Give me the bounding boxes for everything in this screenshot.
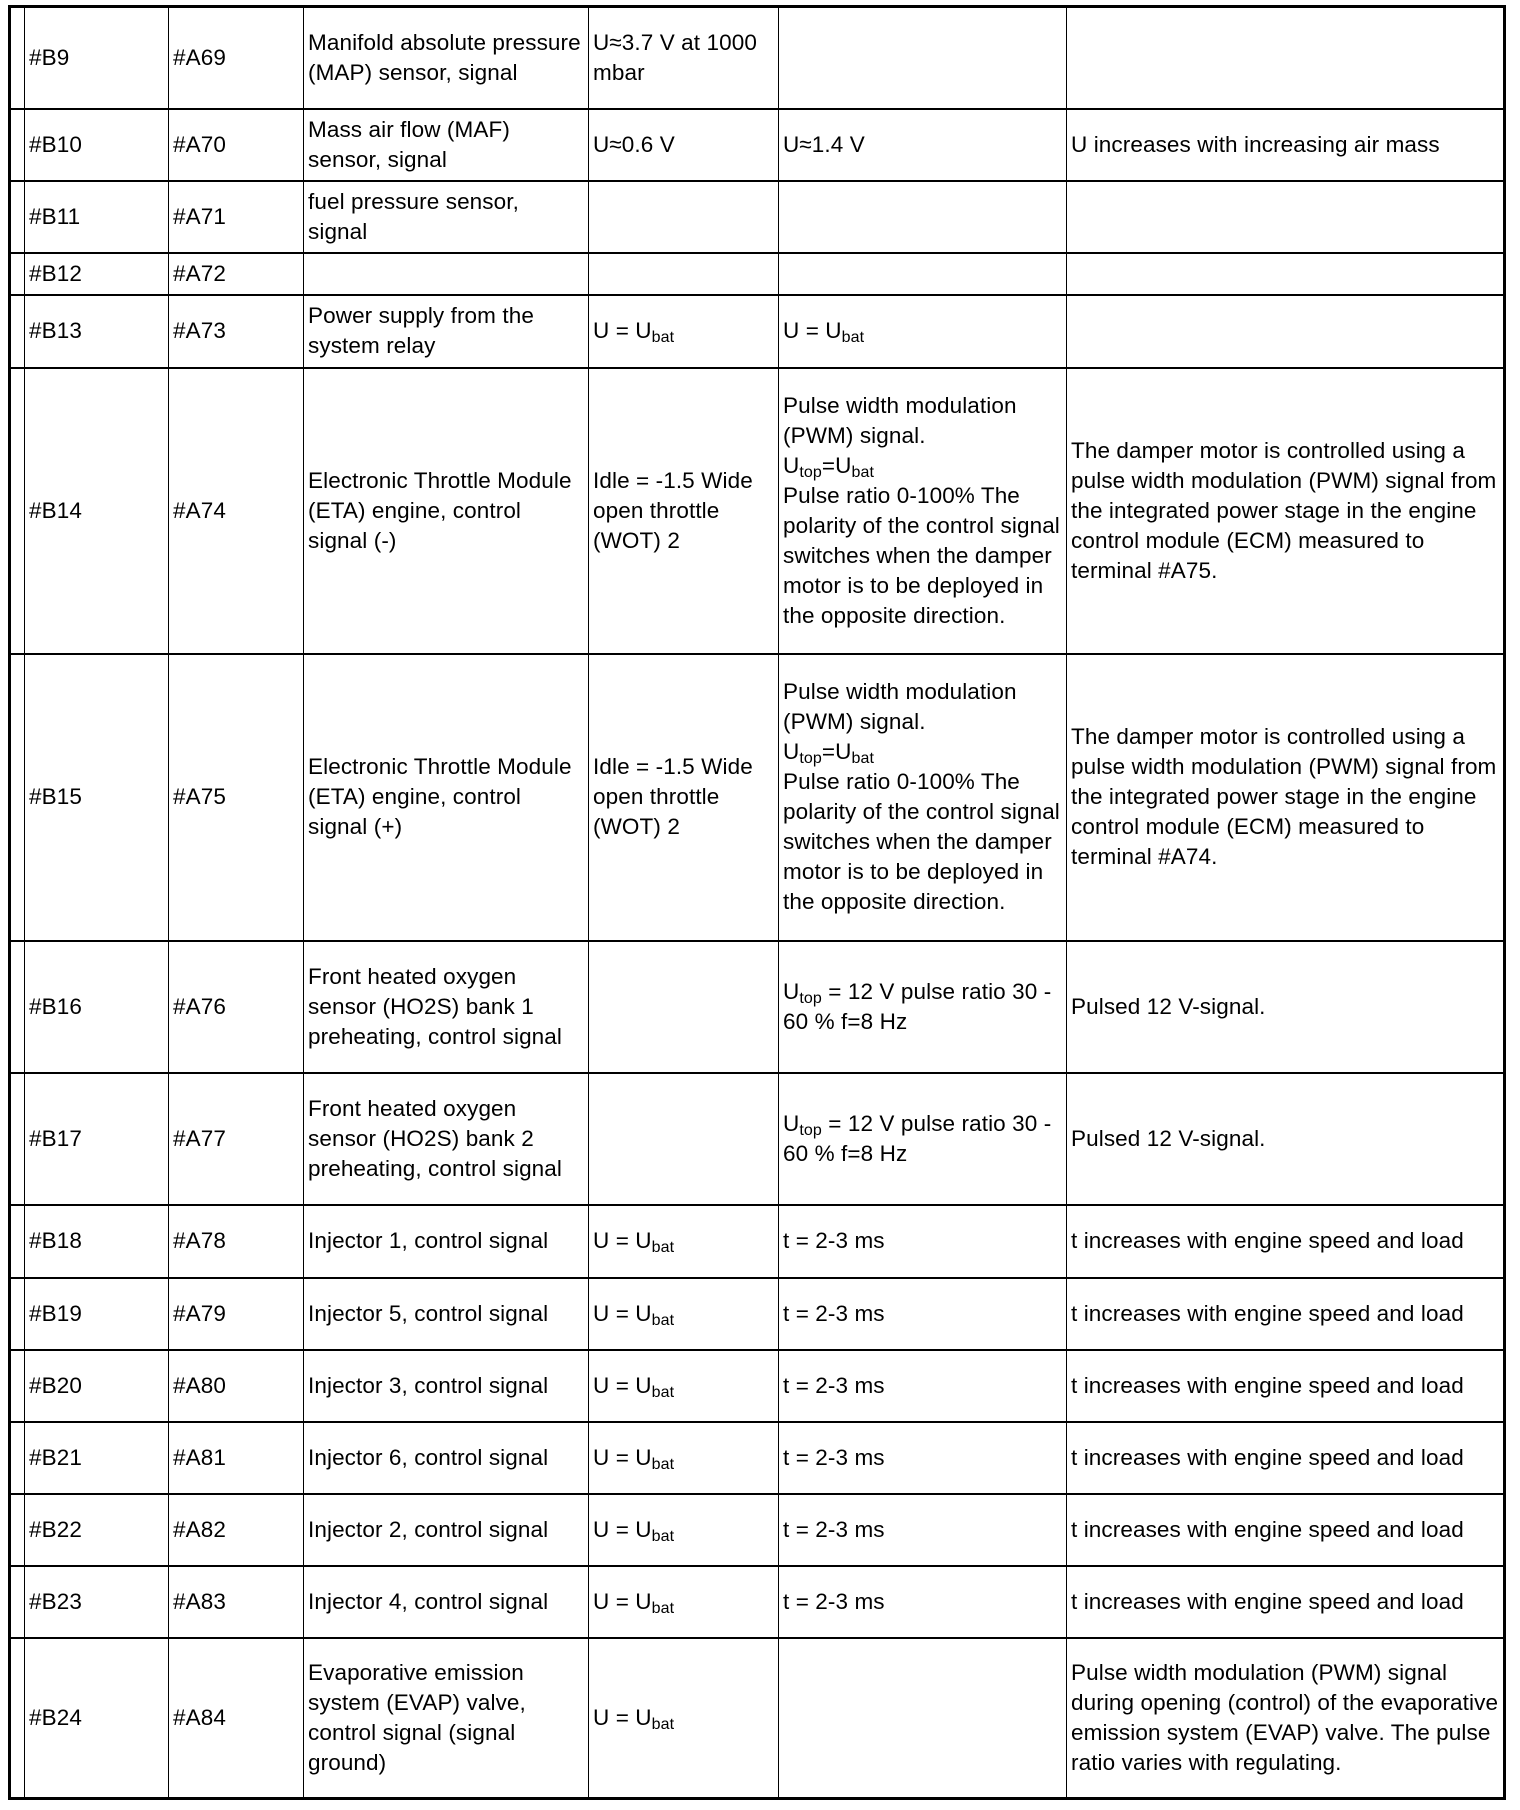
- value-text: #A82: [173, 1516, 226, 1542]
- pin-b: [25, 368, 169, 654]
- value-text: Injector 2, control signal: [308, 1516, 549, 1542]
- value-2: [779, 7, 1067, 109]
- value-2: [779, 295, 1067, 368]
- subscript: bat: [651, 1311, 675, 1329]
- value-text: U≈3.7 V at 1000 mbar: [593, 29, 757, 85]
- description: [304, 1278, 589, 1350]
- table-row: [10, 1278, 1505, 1350]
- note: [1067, 1566, 1505, 1638]
- value-1: [589, 941, 779, 1073]
- value-1: [589, 1422, 779, 1494]
- pin-b: [25, 253, 169, 295]
- note: [1067, 368, 1505, 654]
- value-text: #B19: [29, 1300, 82, 1326]
- value-text: #A84: [173, 1704, 226, 1730]
- value-text: #B22: [29, 1516, 82, 1542]
- row-margin: [10, 7, 25, 109]
- note: [1067, 1422, 1505, 1494]
- subscript: bat: [651, 1527, 675, 1545]
- pin-b: [25, 1073, 169, 1205]
- note: [1067, 941, 1505, 1073]
- subscript: bat: [651, 1599, 675, 1617]
- value-text: t increases with engine speed and load: [1071, 1444, 1464, 1470]
- table-row: [10, 1205, 1505, 1278]
- value-1: [589, 1278, 779, 1350]
- value-text: #B14: [29, 497, 82, 523]
- value-text: Idle = -1.5 Wide open throttle (WOT) 2: [593, 754, 753, 839]
- note: [1067, 1073, 1505, 1205]
- value-text: Evaporative emission system (EVAP) valve, control signal (signal ground): [308, 1659, 526, 1775]
- pwm-heading: Pulse width modulation (PWM) signal.: [783, 392, 1017, 448]
- value-text: t increases with engine speed and load: [1071, 1228, 1464, 1253]
- value-text: #A70: [173, 131, 226, 157]
- subscript: bat: [651, 1239, 675, 1256]
- pin-a: [169, 1073, 304, 1205]
- value-text: #B16: [29, 993, 82, 1019]
- value-2: [779, 109, 1067, 181]
- pin-a: [169, 1422, 304, 1494]
- value-text: #B12: [29, 260, 82, 286]
- value-2: [779, 1278, 1067, 1350]
- pin-a: [169, 7, 304, 109]
- pin-table: [8, 5, 1506, 1800]
- table-row: [10, 1494, 1505, 1566]
- value-text: The damper motor is controlled using a pulse width modulation (PWM) signal from the integrated power stage in the engine control module (ECM) measured to terminal #A75.: [1071, 437, 1497, 583]
- note: [1067, 253, 1505, 295]
- table-row: [10, 109, 1505, 181]
- value-2: [779, 1566, 1067, 1638]
- pin-b: [25, 109, 169, 181]
- value-text: #A69: [173, 44, 226, 70]
- pin-a: [169, 253, 304, 295]
- value-1: [589, 1350, 779, 1422]
- value-text: #A77: [173, 1125, 226, 1151]
- row-margin: [10, 1205, 25, 1278]
- value-text: Mass air flow (MAF) sensor, signal: [308, 116, 510, 172]
- value-2: [779, 1073, 1067, 1205]
- table-row: [10, 7, 1505, 109]
- value-text: t = 2-3 ms: [783, 1588, 885, 1614]
- pin-b: [25, 1494, 169, 1566]
- description: [304, 1073, 589, 1205]
- description: [304, 1494, 589, 1566]
- table-row: [10, 295, 1505, 368]
- value-text: #B20: [29, 1372, 82, 1398]
- description: [304, 1638, 589, 1799]
- table-row: [10, 1350, 1505, 1422]
- subscript: top: [799, 463, 822, 481]
- value-1: [589, 295, 779, 368]
- description: [304, 654, 589, 941]
- value-text: U = U: [593, 1444, 652, 1470]
- value-text: Injector 1, control signal: [308, 1228, 549, 1253]
- row-margin: [10, 654, 25, 941]
- pwm-heading: Pulse width modulation (PWM) signal.: [783, 679, 1017, 734]
- row-margin: [10, 1638, 25, 1799]
- value-text: #B21: [29, 1444, 82, 1470]
- value-text: U = U: [593, 1516, 652, 1542]
- note: [1067, 1205, 1505, 1278]
- pin-a: [169, 181, 304, 253]
- value-2: [779, 181, 1067, 253]
- value-text: = 12 V pulse ratio 30 - 60 % f=8 Hz: [783, 978, 1052, 1034]
- u-symbol: U: [783, 739, 800, 764]
- value-text: fuel pressure sensor, signal: [308, 188, 519, 244]
- value-text: Injector 4, control signal: [308, 1588, 549, 1614]
- value-1: [589, 654, 779, 941]
- value-prefix: U: [783, 1110, 800, 1136]
- value-2: [779, 1494, 1067, 1566]
- value-text: Front heated oxygen sensor (HO2S) bank 2 preheating, control signal: [308, 1095, 563, 1181]
- row-margin: [10, 941, 25, 1073]
- value-text: #B18: [29, 1228, 82, 1253]
- note: [1067, 295, 1505, 368]
- u-equals: =U: [821, 739, 852, 764]
- table-row: [10, 941, 1505, 1073]
- subscript: bat: [651, 1455, 675, 1473]
- note: [1067, 181, 1505, 253]
- subscript: bat: [851, 463, 875, 481]
- value-text: U≈0.6 V: [593, 131, 675, 157]
- description: [304, 295, 589, 368]
- table-row: [10, 654, 1505, 941]
- value-text: #A80: [173, 1372, 226, 1398]
- value-1: [589, 1494, 779, 1566]
- value-1: [589, 7, 779, 109]
- row-margin: [10, 1073, 25, 1205]
- pwm-details: Pulse ratio 0-100% The polarity of the control signal switches when the damper motor is to be deployed in the opposite direction.: [783, 482, 1060, 628]
- value-text: = 12 V pulse ratio 30 - 60 % f=8 Hz: [783, 1110, 1052, 1166]
- value-2: [779, 1350, 1067, 1422]
- row-margin: [10, 368, 25, 654]
- description: [304, 109, 589, 181]
- value-prefix: U: [783, 978, 800, 1004]
- value-text: t = 2-3 ms: [783, 1372, 885, 1398]
- note: [1067, 1350, 1505, 1422]
- value-text: #B17: [29, 1125, 82, 1151]
- table-row: [10, 181, 1505, 253]
- value-text: Electronic Throttle Module (ETA) engine, control signal (-): [308, 467, 572, 553]
- description: [304, 253, 589, 295]
- value-2: [779, 253, 1067, 295]
- value-text: t = 2-3 ms: [783, 1300, 885, 1326]
- table-row: [10, 368, 1505, 654]
- u-symbol: U: [783, 452, 800, 478]
- table-row: [10, 1638, 1505, 1799]
- pin-a: [169, 1205, 304, 1278]
- value-2: [779, 368, 1067, 654]
- value-text: t increases with engine speed and load: [1071, 1372, 1464, 1398]
- value-text: U = U: [593, 1588, 652, 1614]
- value-text: t increases with engine speed and load: [1071, 1588, 1464, 1614]
- pin-a: [169, 295, 304, 368]
- value-text: #A73: [173, 318, 226, 343]
- row-margin: [10, 1350, 25, 1422]
- description: [304, 941, 589, 1073]
- pin-b: [25, 1205, 169, 1278]
- pin-b: [25, 295, 169, 368]
- value-text: U = U: [593, 1704, 652, 1730]
- value-1: [589, 1638, 779, 1799]
- value-text: #A71: [173, 203, 226, 229]
- value-text: #A78: [173, 1228, 226, 1253]
- value-text: U = U: [783, 318, 842, 343]
- value-1: [589, 109, 779, 181]
- value-text: Idle = -1.5 Wide open throttle (WOT) 2: [593, 467, 753, 553]
- value-text: Electronic Throttle Module (ETA) engine, control signal (+): [308, 754, 572, 839]
- value-text: t = 2-3 ms: [783, 1444, 885, 1470]
- pin-a: [169, 1278, 304, 1350]
- value-text: #B15: [29, 784, 82, 809]
- value-1: [589, 368, 779, 654]
- subscript: bat: [651, 329, 675, 346]
- note: [1067, 1278, 1505, 1350]
- value-text: U = U: [593, 1372, 652, 1398]
- description: [304, 1350, 589, 1422]
- note: [1067, 654, 1505, 941]
- value-2: [779, 1422, 1067, 1494]
- row-margin: [10, 109, 25, 181]
- value-1: [589, 253, 779, 295]
- description: [304, 1422, 589, 1494]
- pin-b: [25, 7, 169, 109]
- value-text: t = 2-3 ms: [783, 1228, 885, 1253]
- note: [1067, 1494, 1505, 1566]
- utop-line: [783, 737, 1062, 767]
- value-text: #B9: [29, 44, 70, 70]
- value-2: [779, 941, 1067, 1073]
- value-text: Pulse width modulation (PWM) signal during opening (control) of the evaporative emission system (EVAP) valve. The pulse ratio varies with regulating.: [1071, 1659, 1499, 1775]
- value-text: U≈1.4 V: [783, 131, 865, 157]
- value-1: [589, 181, 779, 253]
- table-row: [10, 1073, 1505, 1205]
- value-text: t increases with engine speed and load: [1071, 1516, 1464, 1542]
- value-text: U = U: [593, 318, 652, 343]
- pin-b: [25, 1566, 169, 1638]
- description: [304, 1566, 589, 1638]
- value-text: Manifold absolute pressure (MAP) sensor, signal: [308, 29, 581, 85]
- subscript: bat: [651, 1383, 675, 1401]
- value-1: [589, 1073, 779, 1205]
- value-text: #B11: [29, 203, 81, 229]
- row-margin: [10, 1422, 25, 1494]
- pin-b: [25, 1422, 169, 1494]
- value-text: #A74: [173, 497, 226, 523]
- description: [304, 7, 589, 109]
- subscript: top: [799, 1121, 822, 1139]
- table-row: [10, 1566, 1505, 1638]
- pin-b: [25, 654, 169, 941]
- pin-a: [169, 1566, 304, 1638]
- pin-a: [169, 368, 304, 654]
- description: [304, 368, 589, 654]
- value-text: Pulsed 12 V-signal.: [1071, 1125, 1266, 1151]
- u-equals: =U: [821, 452, 852, 478]
- subscript: top: [799, 989, 822, 1007]
- utop-line: [783, 451, 1062, 481]
- pin-a: [169, 941, 304, 1073]
- row-margin: [10, 253, 25, 295]
- pin-a: [169, 654, 304, 941]
- value-text: #B24: [29, 1704, 82, 1730]
- value-2: [779, 654, 1067, 941]
- value-text: #B10: [29, 131, 82, 157]
- value-text: U = U: [593, 1228, 652, 1253]
- subscript: bat: [651, 1715, 675, 1733]
- value-2: [779, 1638, 1067, 1799]
- value-text: #A75: [173, 784, 226, 809]
- pin-b: [25, 1638, 169, 1799]
- pin-b: [25, 1350, 169, 1422]
- pin-b: [25, 941, 169, 1073]
- value-text: Injector 5, control signal: [308, 1300, 549, 1326]
- row-margin: [10, 1278, 25, 1350]
- subscript: bat: [851, 750, 875, 767]
- value-text: t = 2-3 ms: [783, 1516, 885, 1542]
- pwm-details: Pulse ratio 0-100% The polarity of the control signal switches when the damper motor is to be deployed in the opposite direction.: [783, 769, 1060, 914]
- note: [1067, 1638, 1505, 1799]
- value-text: Pulsed 12 V-signal.: [1071, 993, 1266, 1019]
- value-text: #A76: [173, 993, 226, 1019]
- pin-b: [25, 1278, 169, 1350]
- row-margin: [10, 181, 25, 253]
- subscript: top: [799, 750, 822, 767]
- pin-a: [169, 109, 304, 181]
- note: [1067, 7, 1505, 109]
- description: [304, 1205, 589, 1278]
- value-text: Injector 3, control signal: [308, 1372, 549, 1398]
- table-row: [10, 253, 1505, 295]
- value-text: #A72: [173, 260, 226, 286]
- value-text: #B13: [29, 318, 82, 343]
- row-margin: [10, 1494, 25, 1566]
- value-2: [779, 1205, 1067, 1278]
- description: [304, 181, 589, 253]
- value-text: Injector 6, control signal: [308, 1444, 549, 1470]
- pin-a: [169, 1638, 304, 1799]
- pin-b: [25, 181, 169, 253]
- value-text: U = U: [593, 1300, 652, 1326]
- value-text: #A81: [173, 1444, 226, 1470]
- row-margin: [10, 1566, 25, 1638]
- value-text: #A83: [173, 1588, 226, 1614]
- value-text: #A79: [173, 1300, 226, 1326]
- value-text: #B23: [29, 1588, 82, 1614]
- value-text: Power supply from the system relay: [308, 303, 534, 358]
- pin-a: [169, 1494, 304, 1566]
- note: [1067, 109, 1505, 181]
- table-row: [10, 1422, 1505, 1494]
- value-text: Front heated oxygen sensor (HO2S) bank 1 preheating, control signal: [308, 963, 563, 1049]
- value-1: [589, 1566, 779, 1638]
- value-text: U increases with increasing air mass: [1071, 131, 1440, 157]
- row-margin: [10, 295, 25, 368]
- subscript: bat: [841, 329, 865, 346]
- value-text: t increases with engine speed and load: [1071, 1300, 1464, 1326]
- value-text: The damper motor is controlled using a pulse width modulation (PWM) signal from the integrated power stage in the engine control module (ECM) measured to terminal #A74.: [1071, 724, 1497, 869]
- pin-a: [169, 1350, 304, 1422]
- value-1: [589, 1205, 779, 1278]
